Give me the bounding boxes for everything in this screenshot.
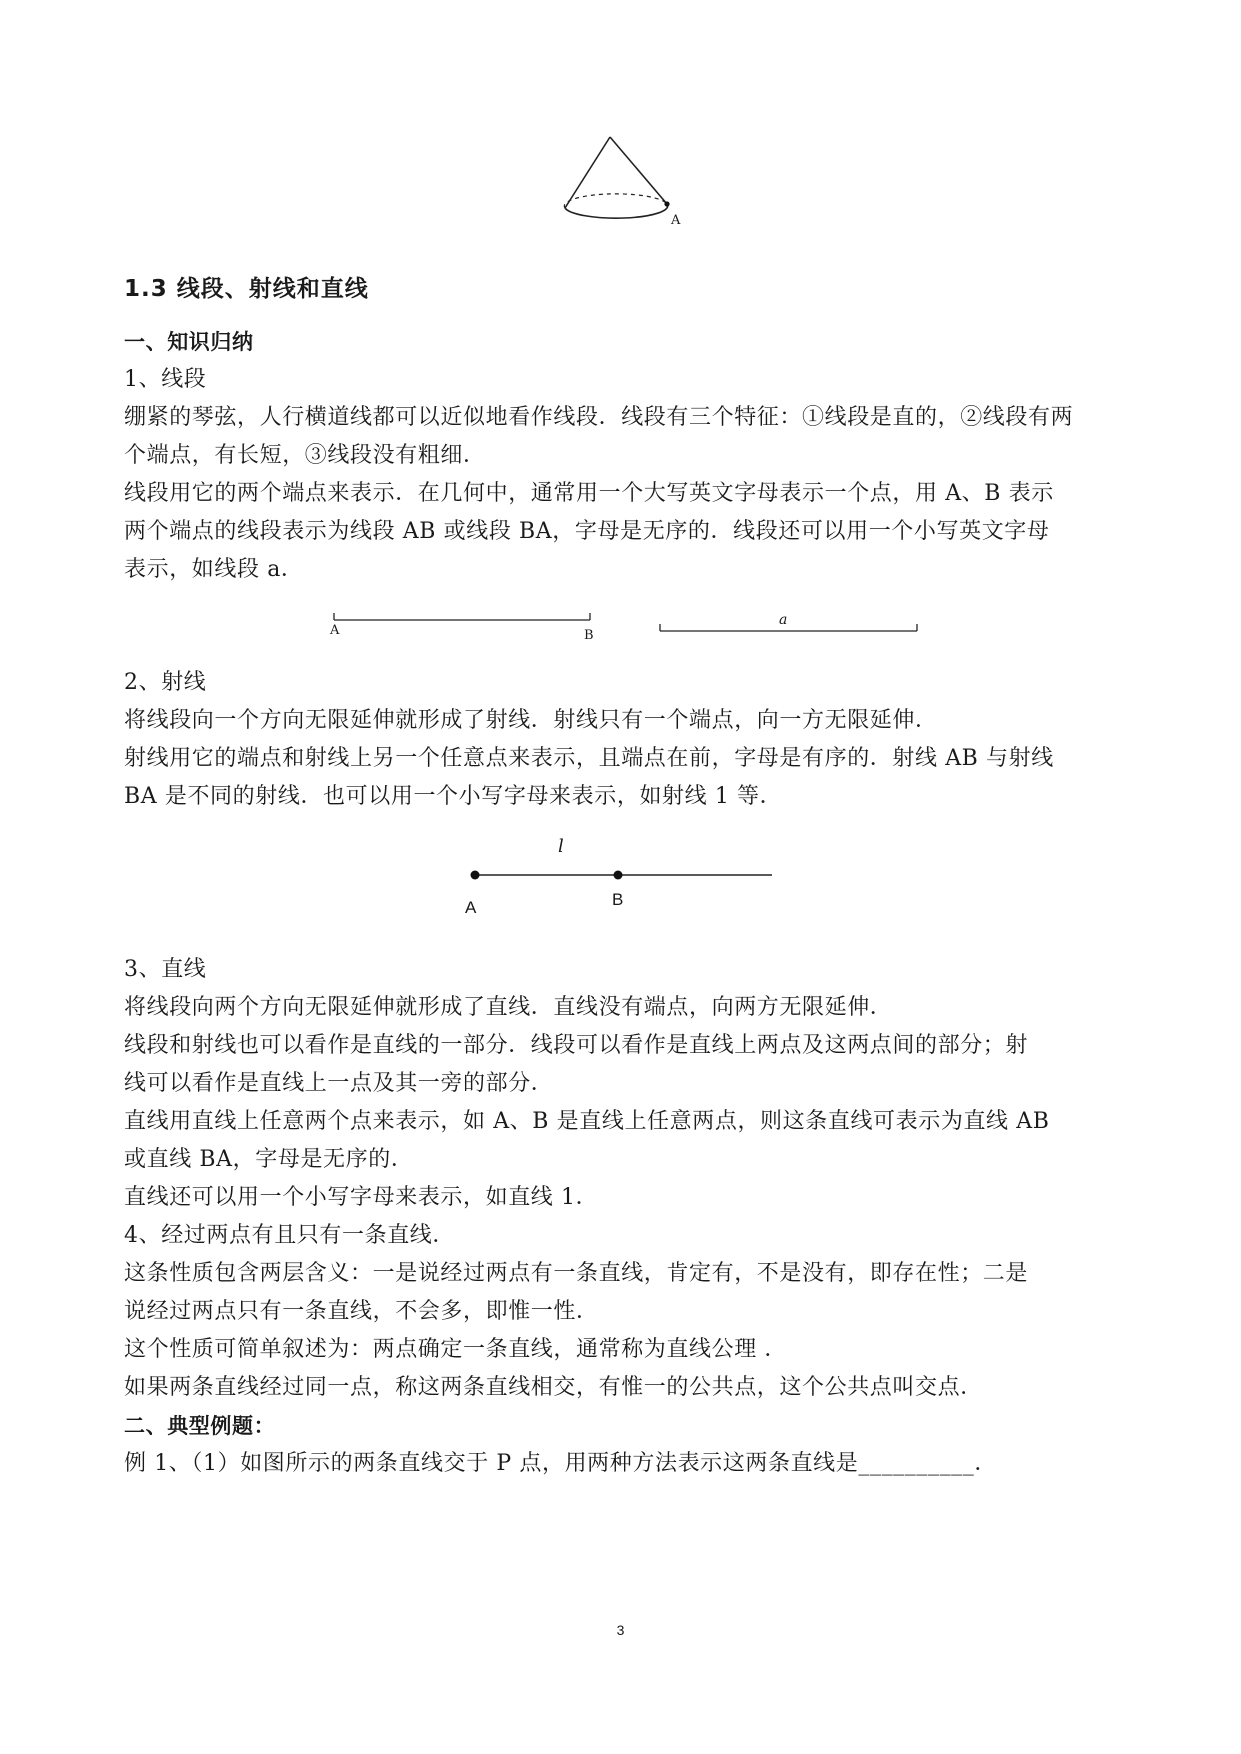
cone-point-a xyxy=(664,201,669,206)
s1-line-3: 线段用它的两个端点来表示．在几何中，通常用一个大写英文字母表示一个点，用 A、B 表示 xyxy=(124,481,1054,506)
section-title: 1.3 线段、射线和直线 xyxy=(124,276,369,302)
segment-ab-figure xyxy=(330,605,600,645)
s3-line-4: 直线用直线上任意两个点来表示，如 A、B 是直线上任意两点，则这条直线可表示为直线 AB xyxy=(124,1109,1050,1134)
cone-left-edge xyxy=(565,137,610,208)
cone-figure xyxy=(560,135,670,240)
s4-line-3: 这个性质可简单叙述为：两点确定一条直线，通常称为直线公理 ． xyxy=(124,1337,787,1362)
page-number: 3 xyxy=(616,1622,625,1638)
s4-line-1: 这条性质包含两层含义：一是说经过两点有一条直线，肯定有，不是没有，即存在性；二是 xyxy=(124,1261,1029,1286)
segment-a-label: a xyxy=(779,612,788,628)
s4-heading: 4、经过两点有且只有一条直线． xyxy=(124,1223,455,1248)
cone-base-back xyxy=(564,194,667,208)
s3-line-6: 直线还可以用一个小写字母来表示，如直线 1． xyxy=(124,1185,599,1210)
part1-heading: 一、知识归纳 xyxy=(124,330,254,354)
s3-line-2: 线段和射线也可以看作是直线的一部分．线段可以看作是直线上两点及这两点间的部分；射 xyxy=(124,1033,1029,1058)
ray-label-a: A xyxy=(465,898,477,917)
segment-ab-label-b: B xyxy=(584,628,594,643)
s4-line-4: 如果两条直线经过同一点，称这两条直线相交，有惟一的公共点，这个公共点叫交点． xyxy=(124,1375,983,1400)
ray-figure xyxy=(460,860,780,890)
cone-point-label: A xyxy=(671,213,681,228)
cone-base-front xyxy=(565,204,668,218)
s3-line-1: 将线段向两个方向无限延伸就形成了直线．直线没有端点，向两方无限延伸． xyxy=(124,995,893,1020)
s1-line-4: 两个端点的线段表示为线段 AB 或线段 BA，字母是无序的．线段还可以用一个小写英文字母 xyxy=(124,519,1050,544)
s2-line-2: 射线用它的端点和射线上另一个任意点来表示，且端点在前，字母是有序的．射线 AB 与射线 xyxy=(124,746,1054,771)
ray-point-a xyxy=(471,871,480,880)
s1-line-1: 绷紧的琴弦，人行横道线都可以近似地看作线段．线段有三个特征：①线段是直的，②线段有两 xyxy=(124,405,1074,430)
example-1: 例 1、（1）如图所示的两条直线交于 P 点，用两种方法表示这两条直线是__________． xyxy=(124,1451,997,1476)
s3-line-3: 线可以看作是直线上一点及其一旁的部分． xyxy=(124,1071,554,1096)
s1-line-2: 个端点，有长短，③线段没有粗细． xyxy=(124,443,486,468)
segment-a-figure xyxy=(655,615,925,639)
s1-heading: 1、线段 xyxy=(124,367,207,392)
ray-name-label: l xyxy=(558,836,564,857)
s2-line-3: BA 是不同的射线．也可以用一个小写字母来表示，如射线 1 等． xyxy=(124,784,783,809)
segment-ab-label-a: A xyxy=(330,623,340,638)
ray-point-b xyxy=(614,871,623,880)
s3-heading: 3、直线 xyxy=(124,957,207,982)
s2-heading: 2、射线 xyxy=(124,670,207,695)
part2-heading: 二、典型例题： xyxy=(124,1414,276,1438)
s2-line-1: 将线段向一个方向无限延伸就形成了射线．射线只有一个端点，向一方无限延伸． xyxy=(124,708,938,733)
ray-label-b: B xyxy=(612,890,624,909)
s4-line-2: 说经过两点只有一条直线，不会多，即惟一性． xyxy=(124,1299,599,1324)
s3-line-5: 或直线 BA，字母是无序的． xyxy=(124,1147,414,1172)
s1-line-5: 表示，如线段 a． xyxy=(124,557,304,582)
